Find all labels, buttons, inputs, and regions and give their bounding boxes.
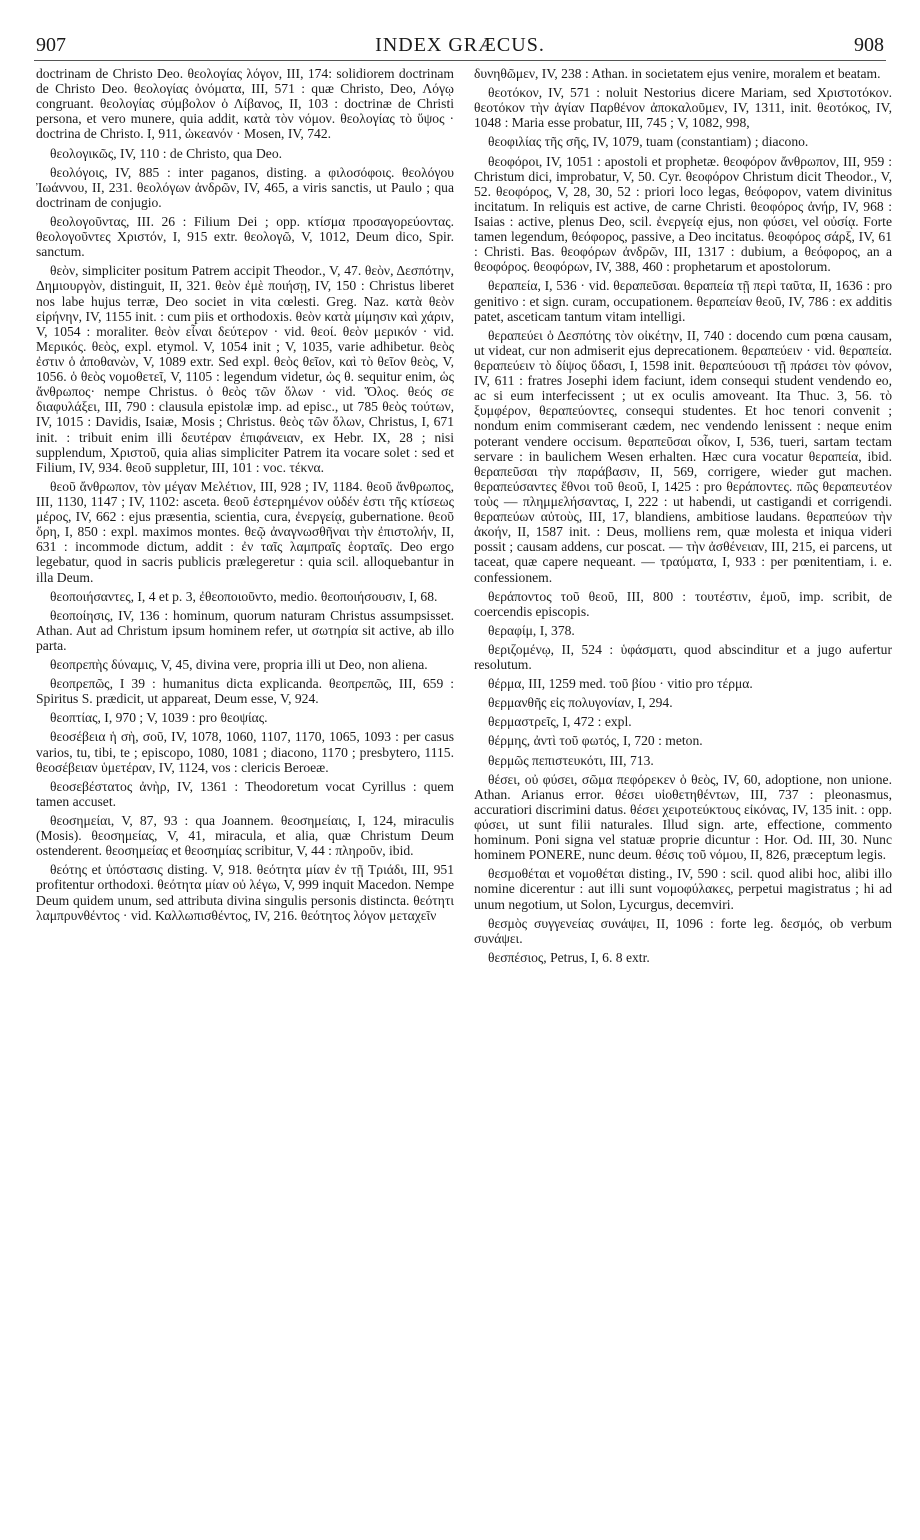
index-entry: θεοποιήσαντες, I, 4 et p. 3, ἐθεοποιοῦντο, medio. θεοποιήσουσιν, I, 68. (50, 588, 438, 604)
index-entry: θερμανθῆς εἰς πολυγονίαν, I, 294. (488, 695, 673, 711)
index-entry: θεραπεύει ὁ Δεσπότης τὸν οἰκέτην, II, 740 : docendo cum pœna causam, ut videat, cur non admiserit ejus deprecationem. θεραπεύειν · vid. θεραπεία. θεραπεύειν τὸ δίψος ὕδασι, I, 1598 init. θεραπεύουσι τῇ πράσει τὸν φόνον, IV, 611 : fratres Josephi idem faciunt, idem consequi student vendendo eo, ac si eum interfecissent ; ut ex oculis amoveant. Ita Thuc. 3, 56. τὸ ξυμφέρον, θεραπεύοντες, consequi studentes. Et hoc tenori convenit ; nondum enim commiserant cædem, nec vendendo lenissent : neque enim poterant vendere occisum. θεραπεῦσαι οἶκον, I, 536, tueri, sartam tectam servare : in baulichem Wesen erhalten. Hæc cura vocatur θεραπεία, ibid. θεραπεῦσαι τὴν παράβασιν, II, 569, corrigere, wieder gut machen. θεραπεύσαντες ἔθνοι τοῦ θεοῦ, I, 1425 : pro θεράποντες. πῶς θεραπευτέον τοὺς — πλημμελήσαντας, I, 222 : ut habendi, ut castigandi et corrigendi. θεραπεύων αὐτοὺς, III, 17, blandiens, ambitiose laudans. θεραπεύων τὴν ἀκοήν, II, 1587 init. : Deus, molliens rem, quæ molesta et iniqua videri possit ; causam addens, cur poscat. — τὴν ἀσθένειαν, III, 215, ei parcens, ut taceat, quæ capere nequeant. — τραύματα, I, 933 : per pœnitentiam, i. e. confessionem. (474, 327, 892, 585)
index-entry: θεσπέσιος, Petrus, I, 6. 8 extr. (488, 949, 650, 965)
page-header (0, 28, 920, 58)
index-entry: θεοῦ ἄνθρωπον, τὸν μέγαν Μελέτιον, III, 928 ; IV, 1184. θεοῦ ἄνθρωπος, III, 1130, 1147 ; IV, 1102: asceta. θεοῦ ἐστερημένον οὐδέν ἐστι τῆς κτίσεως μέρος, IV, 662 : ejus præsentia, scientia, cura, ἐνεργείᾳ, gubernatione. θεοῦ ὄρη, I, 850 : expl. maximos montes. θεῷ ἀναγνωσθῆναι τὴν ἐπιστολήν, II, 631 : incommode dictum, addit : ἐν ταῖς λαμπραῖς ἑορταῖς. Deo ergo legebatur, quod in sacris publicis prælegeretur : quia scil. alloquebantur in illa Deum. (36, 478, 454, 585)
index-entry: θεραφίμ, I, 378. (488, 622, 575, 638)
index-entry: θεότης et ὑπόστασις disting. V, 918. θεότητα μίαν ἐν τῇ Τριάδι, III, 951 profitentur orthodoxi. θεότητα μίαν οὐ λέγω, V, 999 inquit Macedon. Nempe Deum quidem unum, sed attributa divina singulis personis distincta. θεότητι λαμπρυνθέντος · vid. Καλλωπισθέντος, IV, 216. θεότητος λόγον μεταχεῖν (36, 862, 454, 923)
header-rule (34, 60, 886, 61)
index-entry: θεοπρεπῶς, I 39 : humanitus dicta explicanda. θεοπρεπῶς, III, 659 : Spiritus S. prædicit, ut appareat, Deum esse, V, 924. (36, 676, 454, 707)
index-entry: θεοπρεπὴς δύναμις, V, 45, divina vere, propria illi ut Deo, non aliena. (50, 657, 428, 673)
index-entry: θεραπεία, I, 536 · vid. θεραπεῦσαι. θεραπεία τῇ περὶ ταῦτα, II, 1636 : pro genitivo : et sign. curam, occupationem. θεραπείαν θεοῦ, IV, 786 : ex additis patet, asceticam tantum vitam intelligi. (474, 278, 892, 324)
index-entry: θεσμοθέται et νομοθέται disting., IV, 590 : scil. quod alibi hoc, alibi illo nomine dicerentur : aut illi sunt νομοφύλακες, perpetui magistratus ; hi ad unum negotium, ut Solon, Lycurgus, decemviri. (474, 866, 892, 912)
index-entry: θερμαστρεῖς, I, 472 : expl. (488, 714, 632, 730)
right-column (474, 66, 892, 1526)
index-entry: θεσμὸς συγγενείας συνάψει, II, 1096 : forte leg. δεσμός, ob verbum συνάψει. (474, 915, 892, 946)
index-entry: θέρμης, ἀντὶ τοῦ φωτός, I, 720 : meton. (488, 733, 703, 749)
index-entry: θεοσημείαι, V, 87, 93 : qua Joannem. θεοσημείαις, I, 124, miraculis (Mosis). θεοσημείας, V, 41, miracula, et alia, quæ Christum Deum ostenderent. θεοσημείας et θεοσημίας scribitur, V, 44 : πληροῦν, ibid. (36, 813, 454, 859)
index-entry: θεολόγοις, IV, 885 : inter paganos, disting. a φιλοσόφοις. θεολόγου Ἰωάννου, II, 231. θεολόγων ἀνδρῶν, IV, 465, a viris sanctis, ut Paulo ; qua doctrinam de conjugio. (36, 164, 454, 210)
index-entry: θεοφόροι, IV, 1051 : apostoli et prophetæ. θεοφόρον ἄνθρωπον, III, 959 : Christum dici, improbatur, V, 50. Cyr. θεοφόρον Christum dicit Theodor., V, 52. θεοφόρος, V, 28, 30, 52 : priori loco legas, θεόφορον, vatem divinitus incitatum. In reliquis est active, de carne Christi. θεοφόρος ἀνήρ, IV, 968 : Isaias : active, plenus Deo, scil. ἐνεργείᾳ ejus, non φύσει, vel οὐσίᾳ. Forte tamen legendum, θεόφορος, passive, a Deo incitatus. θεοφόρος σάρξ, IV, 61 : Christi. Bas. θεοφόρων ἀνδρῶν, III, 1317 : dubium, a θεόφορος, an a θεοφόρος. θεοφόρων, IV, 388, 460 : prophetarum et apostolorum. (474, 153, 892, 275)
index-entry: θεοσεβέστατος ἀνὴρ, IV, 1361 : Theodoretum vocat Cyrillus : quem tamen accuset. (36, 778, 454, 809)
index-entry: θέσει, οὐ φύσει, σῶμα πεφόρεκεν ὁ θεὸς, IV, 60, adoptione, non unione. Athan. Arianus error. θέσει υἱοθετηθέντων, III, 737 : pleonasmus, accuratiori discrimini datus. θέσει χειροτεύκτους εἰκόνας, IV, 135 init. : opp. φύσει, ut sunt filii naturales. Illud sign. arte, effectione, commento hominum. Poni signa vel statuæ proprie dicuntur : Hor. Od. III, 30. Nunc hominem PONERE, nunc deum. θέσις τοῦ νόμου, II, 826, præceptum legis. (474, 771, 892, 863)
index-entry: θεοποίησις, IV, 136 : hominum, quorum naturam Christus assumpsisset. Athan. Aut ad Christum ipsum hominem refer, ut σωτηρία sit active, ab illo parta. (36, 607, 454, 653)
index-entry: θεοσέβεια ἡ σὴ, σοῦ, IV, 1078, 1060, 1107, 1170, 1065, 1093 : per casus varios, tu, tibi, te ; episcopo, 1080, 1081 ; diacono, 1170 ; presbytero, 1115. θεοσέβειαν ὑμετέραν, IV, 1124, vos : clericis Beroeæ. (36, 729, 454, 775)
index-entry: θεὸν, simpliciter positum Patrem accipit Theodor., V, 47. θεὸν, Δεσπότην, Δημιουργὸν, distinguit, II, 321. θεὸν ἐμὲ ποιήσῃ, IV, 150 : Christus liberet nos labe hujus terræ, Deo societ in vita cœlesti. Greg. Naz. κατὰ θεὸν εἰρήνην, IV, 1155 init. : cum piis et orthodoxis. θεὸν κατὰ μίμησιν καὶ χάριν, V, 1054 : moraliter. θεὸν εἶναι δεύτερον · vid. θεοί. θεὸν μερικόν · vid. Μερικός. θεὸς, expl. etymol. V, 1054 init ; V, 1035, varie adhibetur. θεὸς ἐστιν ὁ ἀποθανὼν, V, 1089 extr. Sed expl. θεὸς θεῖον, καὶ τὸ θεῖον θεὸς, V, 1056. ὁ θεὸς νομοθετεῖ, V, 1105 : legendum videtur, ὡς θ. sequitur enim, ὡς ἄνθρωπος· nempe Christus. ὁ θεὸς τῶν ὅλων · vid. Ὅλος. θεός σε διαφυλάξει, III, 790 : clausula epistolæ imp. ad episc., ut 785 θεὸς τούτων, IV, 1015 : Davidis, Isaiæ, Mosis ; Christus. θεὸς τῶν ὅλων, Christus, I, 671 init. : tribuit enim illi δευτέραν ἐπιφάνειαν, ex Hebr. IX, 28 ; nisi supplendum, Χριστοῦ, quia alias simpliciter Patrem ita vocare solet : sed et Filium, IV, 934. θεοῦ suppletur, III, 101 : voc. τέκνα. (36, 263, 454, 475)
index-entry: θεολογοῦντας, III. 26 : Filium Dei ; opp. κτίσμα προσαγορεύοντας. θεολογοῦντες Χριστόν, I, 915 extr. θεολογῶ, V, 1012, Deum dico, Spir. sanctum. (36, 213, 454, 260)
right-page-number: 908 (854, 34, 884, 56)
index-entry: θερμῶς πεπιστευκότι, III, 713. (488, 752, 654, 768)
index-entry: δυνηθῶμεν, IV, 238 : Athan. in societatem ejus venire, moralem et beatam. (474, 66, 881, 81)
index-entry: θεοπτίας, I, 970 ; V, 1039 : pro θεοψίας. (50, 710, 268, 726)
index-entry: θεοφιλίας τῆς σῆς, IV, 1079, tuam (constantiam) ; diacono. (488, 134, 809, 150)
index-entry: θέρμα, III, 1259 med. τοῦ βίου · vitio pro τέρμα. (488, 676, 753, 692)
index-entry: θεράποντος τοῦ θεοῦ, III, 800 : τουτέστιν, ἐμοῦ, imp. scribit, de coercendis episcopis. (474, 588, 892, 619)
index-entry: doctrinam de Christo Deo. θεολογίας λόγον, III, 174: solidiorem doctrinam de Christo Deo. θεολογίας ὀνόματα, III, 571 : quæ Christo, Deo, Λόγῳ congruant. θεολογίας σύμβολον ὁ Λίβανος, II, 103 : doctrinæ de Christi persona, et vero munere, quia addit, κατὰ τὸν νόμον. θεολογίας τὸ ὕψος · doctrina de Christo. I, 911, ὠκεανόν · Mosen, IV, 742. (36, 66, 454, 142)
index-entry: θεοτόκον, IV, 571 : noluit Nestorius dicere Mariam, sed Χριστοτόκον. θεοτόκον τὴν ἁγίαν Παρθένον ἀποκαλοῦμεν, IV, 1311, init. θεοτόκος, IV, 1048 : Maria esse probatur, III, 745 ; V, 1082, 998, (474, 85, 892, 131)
index-entry: θεολογικῶς, IV, 110 : de Christo, qua Deo. (50, 145, 283, 161)
left-column (36, 66, 454, 1526)
left-page-number: 907 (36, 34, 66, 56)
running-title: INDEX GRÆCUS. (375, 34, 545, 56)
index-entry: θεριζομένῳ, II, 524 : ὑφάσματι, quod abscinditur et a jugo aufertur resolutum. (474, 641, 892, 673)
